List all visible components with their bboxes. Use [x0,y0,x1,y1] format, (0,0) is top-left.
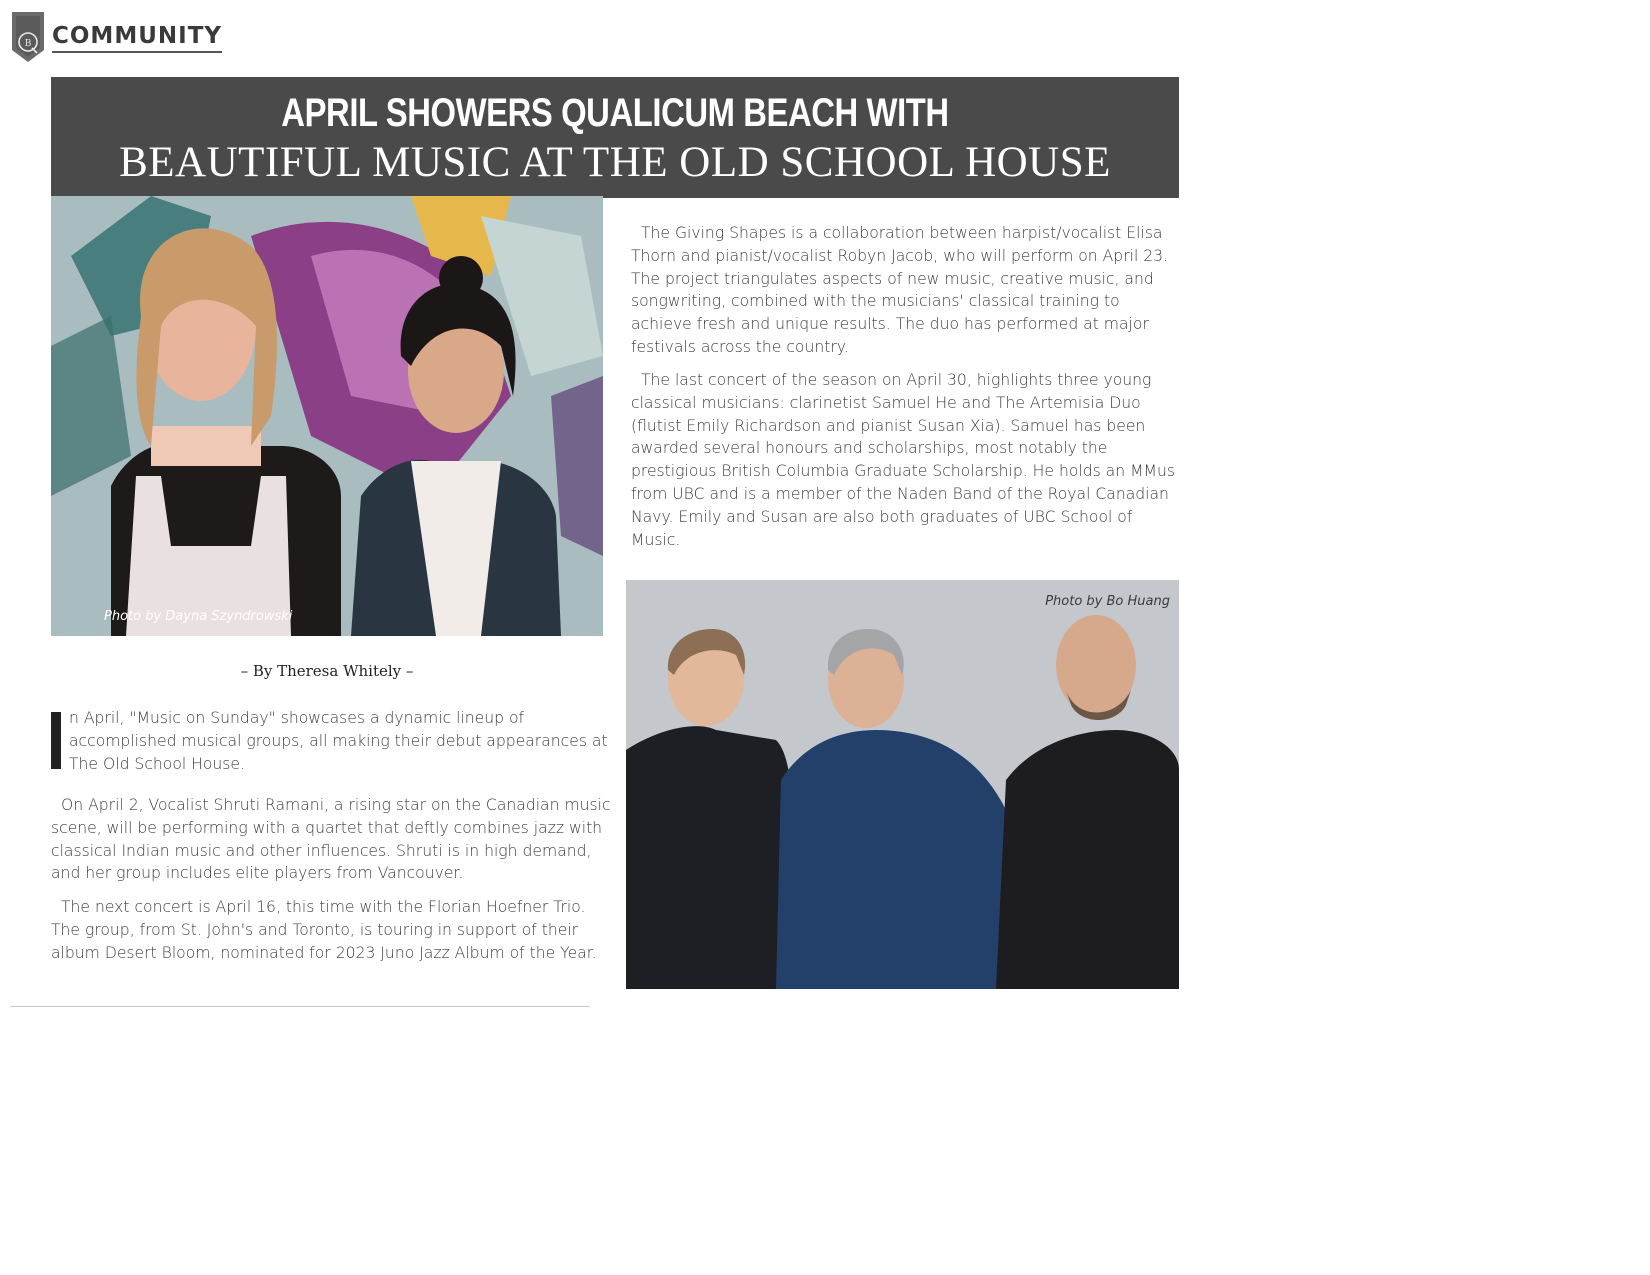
svg-text:B: B [24,39,32,49]
photo-credit-left: Photo by Dayna Szyndrowski [104,609,293,624]
paragraph-april-2: On April 2, Vocalist Shruti Ramani, a rising star on the Canadian music scene, will be performing with a quartet that deftly combines jazz with classical Indian music and other influences. Shruti is in high demand, and her group includes elite players from Vancouver. [51,796,611,883]
section-label: COMMUNITY [52,22,222,53]
byline: – By Theresa Whitely – [240,662,414,680]
drop-cap-bar [51,712,61,769]
photo-giving-shapes [51,196,603,636]
headline-line-2: BEAUTIFUL MUSIC AT THE OLD SCHOOL HOUSE [119,139,1111,186]
qb-shield-logo-icon [10,10,46,64]
photo-credit-right: Photo by Bo Huang [1045,594,1170,609]
photo-florian-hoefner-trio [626,580,1179,989]
headline-line-1: APRIL SHOWERS QUALICUM BEACH WITH [281,91,949,135]
bottom-rule [10,1006,590,1007]
section-header [10,10,222,62]
paragraph-april-30: The last concert of the season on April 30, highlights three young classical musicians: clarinetist Samuel He and The Artemisia Duo (flutist Emily Richardson and pianist Susan Xia). Samuel has been awarded several honours and scholarships, most notably the prestigious British Columbia Graduate Scholarship. He holds an MMus from UBC and is a member of the Naden Band of the Royal Canadian Navy. Emily and Susan are also both graduates of UBC School of Music. [631,371,1175,549]
intro-paragraph: n April, "Music on Sunday" showcases a dynamic lineup of accomplished musical groups, all making their debut appearances at The Old School House. [69,709,608,773]
headline-banner [51,77,1179,198]
paragraph-april-23: The Giving Shapes is a collaboration between harpist/vocalist Elisa Thorn and pianist/vocalist Robyn Jacob, who will perform on April 23. The project triangulates aspects of new music, creative music, and songwriting, combined with the musicians' classical training to achieve fresh and unique results. The duo has performed at major festivals across the country. [631,224,1169,356]
paragraph-april-16: The next concert is April 16, this time with the Florian Hoefner Trio. The group, from St. John's and Toronto, is touring in support of their album Desert Bloom, nominated for 2023 Juno Jazz Album of the Year. [51,898,597,962]
